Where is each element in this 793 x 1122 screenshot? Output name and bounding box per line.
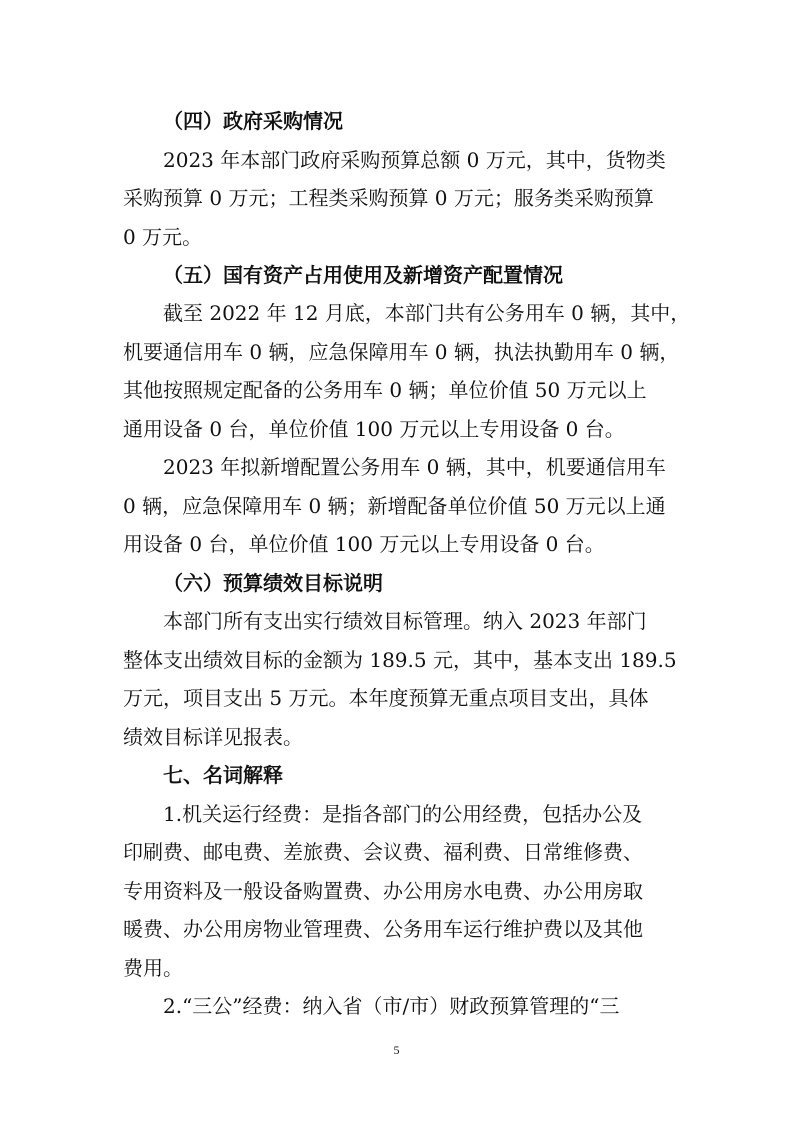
assets-line: 通用设备 0 台，单位价值 100 万元以上专用设备 0 台。 [123, 417, 625, 441]
assets-line: 0 辆，应急保障用车 0 辆；新增配备单位价值 50 万元以上通 [123, 494, 666, 518]
procurement-line: 采购预算 0 万元；工程类采购预算 0 万元；服务类采购预算 [123, 186, 654, 210]
assets-line: 机要通信用车 0 辆，应急保障用车 0 辆，执法执勤用车 0 辆， [123, 340, 680, 364]
performance-line: 万元，项目支出 5 万元。本年度预算无重点项目支出，具体 [123, 686, 649, 710]
assets-line: 用设备 0 台，单位价值 100 万元以上专用设备 0 台。 [123, 532, 605, 556]
glossary-line: 1.机关运行经费：是指各部门的公用经费，包括办公及 [163, 802, 643, 826]
glossary-line: 印刷费、邮电费、差旅费、会议费、福利费、日常维修费、 [123, 840, 643, 864]
section-heading-glossary: 七、名词解释 [163, 763, 283, 787]
section-heading-performance: （六）预算绩效目标说明 [163, 571, 383, 595]
performance-line: 绩效目标详见报表。 [123, 725, 303, 749]
procurement-line: 2023 年本部门政府采购预算总额 0 万元，其中，货物类 [163, 148, 666, 172]
section-heading-procurement: （四）政府采购情况 [163, 109, 343, 133]
glossary-line: 费用。 [123, 956, 183, 980]
glossary-line: 暖费、办公用房物业管理费、公务用车运行维护费以及其他 [123, 917, 643, 941]
assets-line: 2023 年拟新增配置公务用车 0 辆，其中，机要通信用车 [163, 455, 666, 479]
glossary-line: 专用资料及一般设备购置费、办公用房水电费、办公用房取 [123, 879, 643, 903]
glossary-line: 2.“三公”经费：纳入省（市/市）财政预算管理的“三 [163, 994, 620, 1018]
assets-line: 截至 2022 年 12 月底，本部门共有公务用车 0 辆，其中， [163, 301, 691, 325]
procurement-line: 0 万元。 [123, 225, 203, 249]
page-number: 5 [393, 1043, 400, 1057]
performance-line: 整体支出绩效目标的金额为 189.5 元，其中，基本支出 189.5 [123, 648, 677, 672]
section-heading-assets: （五）国有资产占用使用及新增资产配置情况 [163, 263, 563, 287]
assets-line: 其他按照规定配备的公务用车 0 辆；单位价值 50 万元以上 [123, 378, 647, 402]
performance-line: 本部门所有支出实行绩效目标管理。纳入 2023 年部门 [163, 609, 647, 633]
